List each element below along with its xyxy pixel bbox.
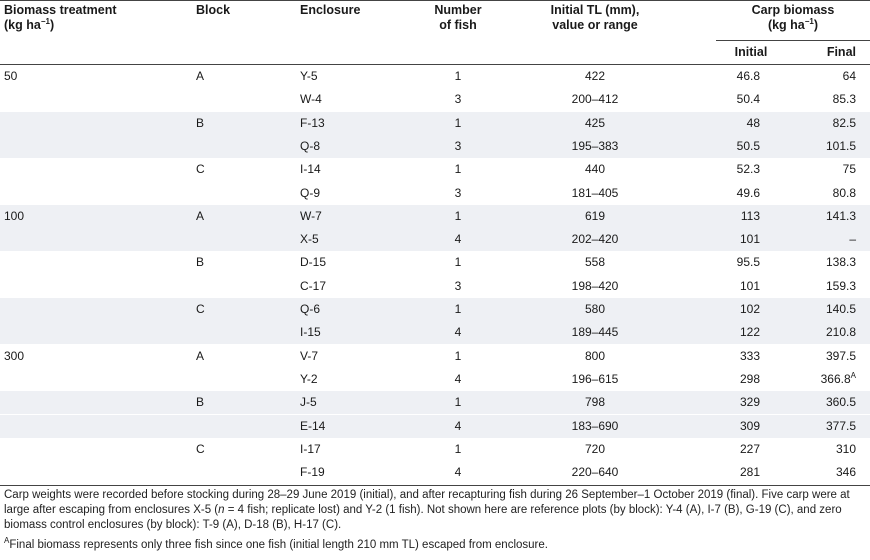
final-biomass-cell: 80.8	[832, 185, 856, 200]
initial-tl-cell: 425	[584, 115, 606, 130]
final-biomass-cell: 397.5	[825, 348, 856, 363]
carp-biomass-subrule	[716, 40, 870, 41]
enclosure-cell: Q-6	[300, 302, 321, 316]
final-biomass-cell: 75	[842, 162, 856, 177]
final-biomass-cell: 210.8	[825, 325, 856, 340]
header-biomass-treatment: Biomass treatment (kg $ha^{-1}$)	[4, 3, 117, 32]
table-header	[0, 0, 870, 65]
number-cell: 4	[454, 465, 462, 480]
enclosure-cell: Q-8	[300, 138, 321, 153]
table-row	[0, 135, 870, 158]
header-number-of-fish: Number of fish	[434, 3, 482, 32]
number-cell: 4	[454, 232, 462, 247]
initial-tl-cell: 198–420	[571, 278, 619, 293]
final-biomass-cell: 310	[835, 441, 856, 456]
final-biomass-cell: 140.5	[825, 302, 856, 316]
header-initial-tl: Initial TL (mm), value or range	[550, 3, 640, 32]
number-cell: 3	[454, 92, 462, 107]
table-row	[0, 158, 870, 181]
number-cell: 4	[454, 371, 462, 386]
enclosure-cell: I-15	[300, 325, 321, 340]
initial-tl-cell: 181–405	[571, 185, 619, 200]
table-row	[0, 275, 870, 298]
number-cell: 3	[454, 138, 462, 153]
initial-biomass-cell: 329	[739, 395, 760, 410]
initial-tl-cell: 619	[584, 208, 606, 223]
footnote-3: biomass control enclosures (by block): T-9 (A), D-18 (B), H-17 (C).	[4, 519, 342, 531]
enclosure-cell: Y-5	[300, 69, 318, 83]
final-biomass-cell: 64	[842, 69, 856, 83]
initial-biomass-cell: 122	[739, 325, 760, 340]
treatment-cell: 50	[4, 69, 18, 83]
initial-tl-cell: 798	[584, 395, 606, 410]
initial-biomass-cell: 101	[739, 278, 760, 293]
enclosure-cell: V-7	[300, 348, 319, 363]
number-cell: 3	[454, 278, 462, 293]
final-biomass-cell: –	[849, 232, 856, 247]
block-cell: C	[196, 302, 205, 316]
table-row	[0, 321, 870, 344]
block-cell: C	[196, 441, 205, 456]
final-biomass-cell: 360.5	[825, 395, 856, 410]
enclosure-cell: F-13	[300, 115, 325, 130]
initial-biomass-cell: 48	[746, 115, 760, 130]
enclosure-cell: X-5	[300, 232, 319, 247]
footnote-marker: A	[850, 370, 856, 380]
footnote-2: large after escaping from enclosures X-5 (n = 4 fish; replicate lost) and Y-2 (1 fish). Not shown here are reference plots (by block): Y-4 (A), I-7 (B), G-19 (C), and zero	[4, 504, 842, 516]
number-cell: 1	[454, 69, 462, 83]
initial-biomass-cell: 50.5	[736, 138, 760, 153]
number-cell: 1	[454, 302, 462, 316]
number-cell: 1	[454, 395, 462, 410]
initial-tl-cell: 202–420	[571, 232, 619, 247]
initial-tl-cell: 440	[584, 162, 606, 177]
table-row	[0, 251, 870, 274]
initial-tl-cell: 800	[584, 348, 606, 363]
table-row	[0, 205, 870, 228]
initial-tl-cell: 580	[584, 302, 606, 316]
initial-tl-cell: 183–690	[571, 418, 619, 433]
final-biomass-cell: 82.5	[832, 115, 856, 130]
initial-biomass-cell: 50.4	[736, 92, 760, 107]
header-initial: Initial	[734, 45, 768, 59]
number-cell: 1	[454, 348, 462, 363]
enclosure-cell: J-5	[300, 395, 317, 410]
block-cell: A	[196, 348, 205, 363]
table-row	[0, 415, 870, 438]
initial-biomass-cell: 101	[739, 232, 760, 247]
table-row	[0, 461, 870, 484]
enclosure-cell: I-17	[300, 441, 321, 456]
enclosure-cell: W-4	[300, 92, 322, 107]
table-row	[0, 228, 870, 251]
number-cell: 1	[454, 255, 462, 270]
number-cell: 1	[454, 441, 462, 456]
table-row	[0, 391, 870, 414]
final-biomass-cell: 85.3	[832, 92, 856, 107]
initial-biomass-cell: 113	[740, 208, 760, 223]
block-cell: A	[196, 208, 205, 223]
final-biomass-cell: 138.3	[825, 255, 856, 270]
table-row	[0, 345, 870, 368]
number-cell: 1	[454, 162, 462, 177]
footnote-1: Carp weights were recorded before stocking during 28–29 June 2019 (initial), and after recapturing fish during 26 September–1 October 2019 (final). Five carp were at	[4, 489, 850, 501]
enclosure-cell: F-19	[300, 465, 325, 480]
enclosure-cell: D-15	[300, 255, 327, 270]
initial-biomass-cell: 227	[739, 441, 760, 456]
block-cell: B	[196, 115, 205, 130]
table-row	[0, 182, 870, 205]
table-row	[0, 112, 870, 135]
initial-tl-cell: 196–615	[571, 371, 619, 386]
final-biomass-cell: 377.5	[825, 418, 856, 433]
table-row	[0, 438, 870, 461]
initial-biomass-cell: 102	[739, 302, 760, 316]
number-cell: 1	[454, 115, 462, 130]
enclosure-cell: I-14	[300, 162, 321, 177]
final-biomass-cell: $366.8^A$	[820, 370, 856, 386]
number-cell: 4	[454, 418, 462, 433]
number-cell: 3	[454, 185, 462, 200]
initial-tl-cell: 558	[584, 255, 606, 270]
table-row	[0, 368, 870, 391]
header-carp-biomass: Carp biomass (kg $ha^{-1}$)	[751, 3, 835, 32]
header-final: Final	[826, 45, 856, 59]
initial-tl-cell: 422	[584, 69, 606, 83]
final-biomass-cell: 141.3	[825, 208, 856, 223]
table-bottom-rule	[0, 485, 870, 486]
initial-tl-cell: 195–383	[571, 138, 619, 153]
initial-biomass-cell: 281	[739, 465, 760, 480]
initial-tl-cell: 220–640	[571, 465, 619, 480]
table-row	[0, 88, 870, 111]
block-cell: B	[196, 395, 205, 410]
final-biomass-cell: 346	[835, 465, 856, 480]
footnote-a: $^A$Final biomass represents only three fish since one fish (initial length 210 mm TL) escaped from enclosure.	[4, 536, 548, 551]
treatment-cell: 100	[4, 208, 25, 223]
initial-biomass-cell: 95.5	[736, 255, 760, 270]
initial-biomass-cell: 52.3	[736, 162, 760, 177]
initial-tl-cell: 189–445	[571, 325, 619, 340]
number-cell: 1	[454, 208, 462, 223]
final-biomass-cell: 159.3	[825, 278, 856, 293]
treatment-cell: 300	[4, 348, 25, 363]
block-cell: A	[196, 69, 205, 83]
table-row	[0, 65, 870, 88]
table-row	[0, 298, 870, 321]
enclosure-cell: E-14	[300, 418, 326, 433]
number-cell: 4	[454, 325, 462, 340]
initial-tl-cell: 200–412	[571, 92, 619, 107]
initial-biomass-cell: 333	[739, 348, 760, 363]
initial-biomass-cell: 309	[739, 418, 760, 433]
block-cell: B	[196, 255, 205, 270]
block-cell: C	[196, 162, 205, 177]
initial-biomass-cell: 46.8	[736, 69, 760, 83]
initial-tl-cell: 720	[584, 441, 606, 456]
enclosure-cell: W-7	[300, 208, 322, 223]
header-enclosure: Enclosure	[300, 3, 361, 17]
enclosure-cell: Q-9	[300, 185, 321, 200]
initial-biomass-cell: 49.6	[736, 185, 760, 200]
enclosure-cell: Y-2	[300, 371, 318, 386]
initial-biomass-cell: 298	[739, 371, 760, 386]
final-biomass-cell: 101.5	[825, 138, 856, 153]
enclosure-cell: C-17	[300, 278, 327, 293]
header-block: Block	[196, 3, 231, 17]
